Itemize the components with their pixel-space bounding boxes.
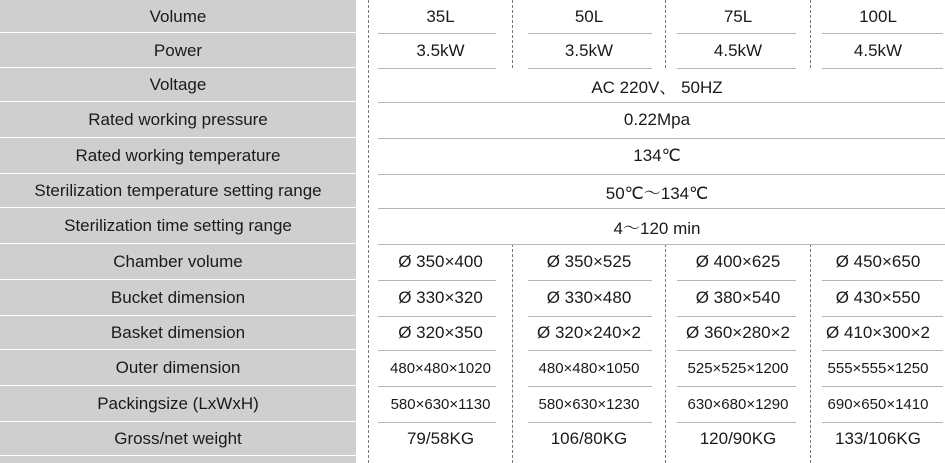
spec-cell-spanning: 0.22Mpa [623, 110, 691, 129]
row-label-packing-size: Packingsize (LxWxH) [0, 386, 356, 422]
spec-cell: 480×480×1020 [390, 359, 491, 377]
spec-cell: Ø 360×280×2 [686, 323, 790, 342]
spec-cell: Ø 330×320 [398, 288, 483, 307]
row-label-sterilization-temperature-range: Sterilization temperature setting range [0, 174, 356, 208]
spec-cell: Ø 330×480 [546, 288, 632, 307]
spec-cell-spanning: 4～120 min [613, 218, 701, 238]
spec-cell: 75L [723, 6, 753, 26]
spec-cell: Ø 380×540 [695, 288, 781, 307]
spec-cell: Ø 450×650 [835, 252, 921, 271]
spec-cell: 580×630×1130 [390, 395, 491, 413]
row-label-voltage: Voltage [0, 68, 356, 102]
spec-cell: Ø 350×525 [546, 252, 632, 271]
row-label-outer-dimension: Outer dimension [0, 350, 356, 386]
spec-cell: 133/106KG [834, 429, 921, 448]
row-label-rated-working-pressure: Rated working pressure [0, 102, 356, 138]
row-label-basket-dimension: Basket dimension [0, 316, 356, 350]
spec-cell: 79/58KG [406, 429, 475, 448]
spec-cell: 580×630×1230 [538, 395, 640, 413]
spec-cell: Ø 320×240×2 [537, 323, 641, 342]
spec-cell: 35L [426, 6, 455, 26]
row-label-chamber-volume: Chamber volume [0, 244, 356, 280]
spec-cell: 690×650×1410 [827, 395, 929, 413]
row-label-power: Power [0, 33, 356, 68]
spec-cell-spanning: AC 220V、 50HZ [591, 77, 723, 97]
spec-cell: 480×480×1050 [538, 359, 640, 377]
spec-cell: 120/90KG [699, 429, 777, 448]
spec-cell: 106/80KG [550, 429, 628, 448]
spec-cell: 555×555×1250 [827, 359, 929, 377]
spec-cell: Ø 320×350 [398, 323, 483, 342]
row-label-sterilization-time-range: Sterilization time setting range [0, 208, 356, 244]
spec-cell: Ø 410×300×2 [826, 323, 930, 342]
spec-cell: Ø 430×550 [835, 288, 921, 307]
spec-cell: Ø 400×625 [695, 252, 781, 271]
spec-cell-spanning: 134℃ [633, 146, 681, 165]
spec-cell: 50L [574, 6, 604, 26]
spec-cell: 4.5kW [853, 40, 903, 60]
spec-cell: 630×680×1290 [687, 395, 789, 413]
spec-cell-spanning: 50℃～134℃ [605, 183, 709, 203]
row-label-volume: Volume [0, 0, 356, 33]
row-label-gross-net-weight: Gross/net weight [0, 422, 356, 456]
spec-cell: 100L [859, 6, 897, 26]
spec-cell: Ø 350×400 [398, 252, 483, 271]
spec-cell: 525×525×1200 [687, 359, 789, 377]
spec-cell: 3.5kW [416, 40, 465, 60]
spec-cell: 4.5kW [713, 40, 763, 60]
spec-cell: 3.5kW [564, 40, 614, 60]
row-label-rated-working-temperature: Rated working temperature [0, 138, 356, 174]
row-label-bucket-dimension: Bucket dimension [0, 280, 356, 316]
